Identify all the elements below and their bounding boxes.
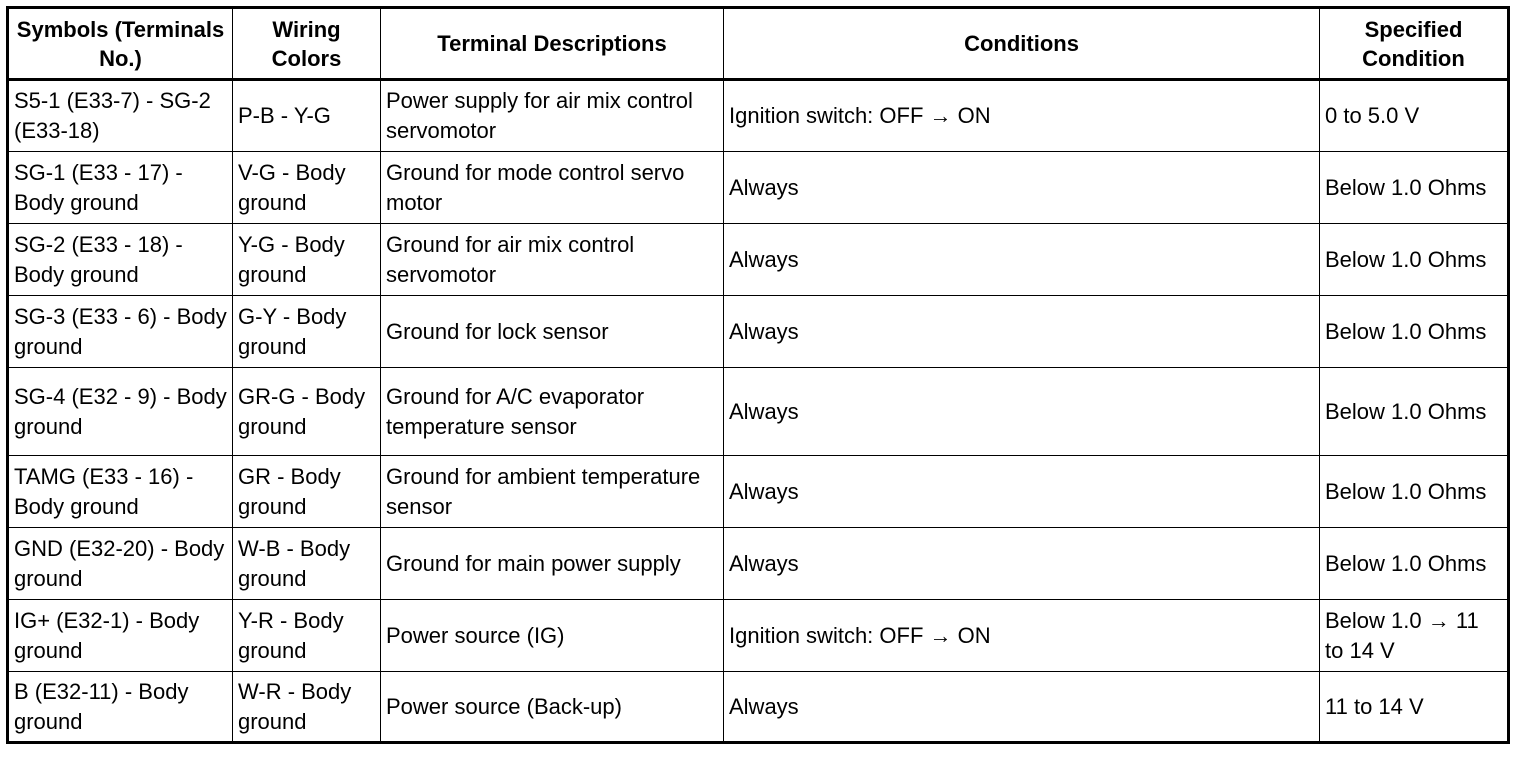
cell-condition: Always — [724, 456, 1320, 528]
table-row — [8, 528, 1509, 600]
cell-specified: Below 1.0 → 11 to 14 V — [1320, 600, 1509, 672]
cell-symbols: SG-4 (E32 - 9) - Body ground — [8, 368, 233, 456]
cell-specified: Below 1.0 Ohms — [1320, 456, 1509, 528]
cell-description: Ground for mode control servo motor — [381, 152, 724, 224]
header-specified-condition: Specified Condition — [1320, 8, 1509, 80]
cell-wiring-colors: GR-G - Body ground — [233, 368, 381, 456]
cell-wiring-colors: G-Y - Body ground — [233, 296, 381, 368]
cell-condition: Always — [724, 528, 1320, 600]
header-conditions: Conditions — [724, 8, 1320, 80]
cell-condition: Always — [724, 152, 1320, 224]
cell-specified: Below 1.0 Ohms — [1320, 224, 1509, 296]
cell-description: Ground for A/C evaporator temperature sensor — [381, 368, 724, 456]
header-row — [8, 8, 1509, 80]
cell-description: Ground for main power supply — [381, 528, 724, 600]
cell-wiring-colors: P-B - Y-G — [233, 80, 381, 152]
table-header — [8, 8, 1509, 80]
cell-symbols: IG+ (E32-1) - Body ground — [8, 600, 233, 672]
table-row — [8, 152, 1509, 224]
cell-description: Ground for lock sensor — [381, 296, 724, 368]
cell-specified: Below 1.0 Ohms — [1320, 528, 1509, 600]
cell-symbols: SG-1 (E33 - 17) - Body ground — [8, 152, 233, 224]
cell-specified: Below 1.0 Ohms — [1320, 368, 1509, 456]
cell-wiring-colors: Y-G - Body ground — [233, 224, 381, 296]
header-terminal-descriptions: Terminal Descriptions — [381, 8, 724, 80]
cell-symbols: S5-1 (E33-7) - SG-2 (E33-18) — [8, 80, 233, 152]
cell-specified: 0 to 5.0 V — [1320, 80, 1509, 152]
header-wiring-colors: Wiring Colors — [233, 8, 381, 80]
cell-wiring-colors: V-G - Body ground — [233, 152, 381, 224]
cell-wiring-colors: GR - Body ground — [233, 456, 381, 528]
table-row — [8, 368, 1509, 456]
cell-symbols: SG-3 (E33 - 6) - Body ground — [8, 296, 233, 368]
cell-symbols: GND (E32-20) - Body ground — [8, 528, 233, 600]
cell-specified: Below 1.0 Ohms — [1320, 296, 1509, 368]
cell-condition: Always — [724, 672, 1320, 743]
cell-condition: Always — [724, 368, 1320, 456]
table-row — [8, 600, 1509, 672]
cell-condition: Always — [724, 224, 1320, 296]
table-row — [8, 456, 1509, 528]
cell-specified: Below 1.0 Ohms — [1320, 152, 1509, 224]
cell-condition: Always — [724, 296, 1320, 368]
cell-description: Power source (IG) — [381, 600, 724, 672]
cell-wiring-colors: W-B - Body ground — [233, 528, 381, 600]
table-row — [8, 80, 1509, 152]
cell-wiring-colors: W-R - Body ground — [233, 672, 381, 743]
cell-symbols: TAMG (E33 - 16) - Body ground — [8, 456, 233, 528]
cell-description: Ground for ambient temperature sensor — [381, 456, 724, 528]
cell-description: Power source (Back-up) — [381, 672, 724, 743]
table-body — [8, 80, 1509, 743]
table-row — [8, 296, 1509, 368]
header-symbols: Symbols (Terminals No.) — [8, 8, 233, 80]
cell-description: Power supply for air mix control servomotor — [381, 80, 724, 152]
cell-condition: Ignition switch: OFF → ON — [724, 600, 1320, 672]
terminal-inspection-table — [6, 6, 1510, 744]
cell-description: Ground for air mix control servomotor — [381, 224, 724, 296]
cell-specified: 11 to 14 V — [1320, 672, 1509, 743]
cell-wiring-colors: Y-R - Body ground — [233, 600, 381, 672]
table-row — [8, 224, 1509, 296]
cell-symbols: SG-2 (E33 - 18) - Body ground — [8, 224, 233, 296]
cell-condition: Ignition switch: OFF → ON — [724, 80, 1320, 152]
table-row — [8, 672, 1509, 743]
cell-symbols: B (E32-11) - Body ground — [8, 672, 233, 743]
